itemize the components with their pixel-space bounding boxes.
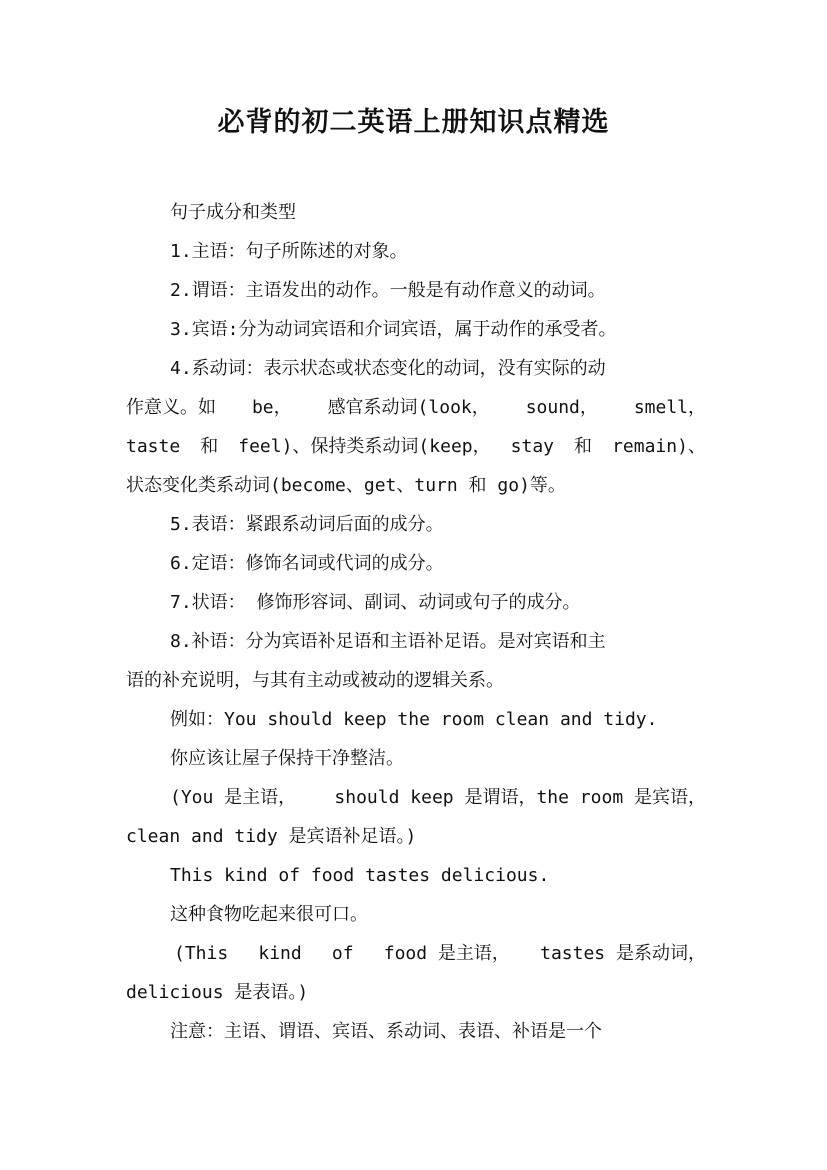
- text-segment: 感官系动词(look，: [327, 397, 490, 418]
- text-segment: of: [331, 943, 354, 964]
- paragraph-8-line-2: 语的补充说明，与其有主动或被动的逻辑关系。: [126, 670, 504, 691]
- example-1-note-line-2: clean and tidy 是宾语补足语。): [126, 826, 417, 847]
- paragraph-4-line-1: 4.系动词：表示状态或状态变化的动词，没有实际的动: [170, 358, 606, 379]
- example-2-chinese: 这种食物吃起来很可口。: [170, 904, 368, 925]
- paragraph-4-line-3: [126, 427, 706, 466]
- paragraph-4-line-4: 状态变化类系动词(become、get、turn 和 go)等。: [126, 475, 566, 496]
- paragraph-4-line-2: [126, 388, 706, 427]
- document-body: [126, 193, 706, 1051]
- text-segment: kind: [258, 943, 302, 964]
- example-2-note-line-1: [126, 934, 706, 973]
- document-title: 必背的初二英语上册知识点精选: [217, 107, 610, 138]
- text-segment: smell，: [633, 397, 706, 418]
- example-2-english: This kind of food tastes delicious.: [170, 865, 550, 886]
- section-heading: 句子成分和类型: [170, 202, 296, 223]
- text-segment: stay: [510, 436, 555, 457]
- paragraph-3: 3.宾语:分为动词宾语和介词宾语，属于动作的承受者。: [170, 319, 617, 340]
- example-2-note-line-2: delicious 是表语。): [126, 982, 309, 1003]
- paragraph-1: 1.主语：句子所陈述的对象。: [170, 241, 408, 262]
- text-segment: 作意义。如: [126, 397, 216, 418]
- text-segment: (You 是主语，: [170, 787, 297, 808]
- text-segment: should keep 是谓语，the room 是宾语，: [334, 787, 706, 808]
- example-1-chinese: 你应该让屋子保持干净整洁。: [170, 748, 404, 769]
- text-segment: taste: [126, 436, 181, 457]
- paragraph-7: 7.状语： 修饰形容词、副词、动词或句子的成分。: [170, 592, 581, 613]
- example-1-english: 例如：You should keep the room clean and tidy.: [170, 709, 658, 730]
- text-segment: (This: [174, 943, 229, 964]
- note-paragraph: 注意：主语、谓语、宾语、系动词、表语、补语是一个: [170, 1021, 602, 1042]
- text-segment: food 是主语，: [383, 943, 510, 964]
- paragraph-5: 5.表语：紧跟系动词后面的成分。: [170, 514, 444, 535]
- text-segment: tastes 是系动词，: [540, 943, 706, 964]
- text-segment: feel)、保持类系动词(keep，: [238, 436, 491, 457]
- text-segment: sound，: [525, 397, 598, 418]
- paragraph-8-line-1: 8.补语：分为宾语补足语和主语补足语。是对宾语和主: [170, 631, 606, 652]
- paragraph-6: 6.定语：修饰名词或代词的成分。: [170, 553, 444, 574]
- example-1-note-line-1: [126, 778, 706, 817]
- text-segment: 和: [200, 436, 219, 457]
- text-segment: be，: [251, 397, 292, 418]
- text-segment: remain)、: [612, 436, 706, 457]
- paragraph-2: 2.谓语：主语发出的动作。一般是有动作意义的动词。: [170, 280, 606, 301]
- text-segment: 和: [574, 436, 593, 457]
